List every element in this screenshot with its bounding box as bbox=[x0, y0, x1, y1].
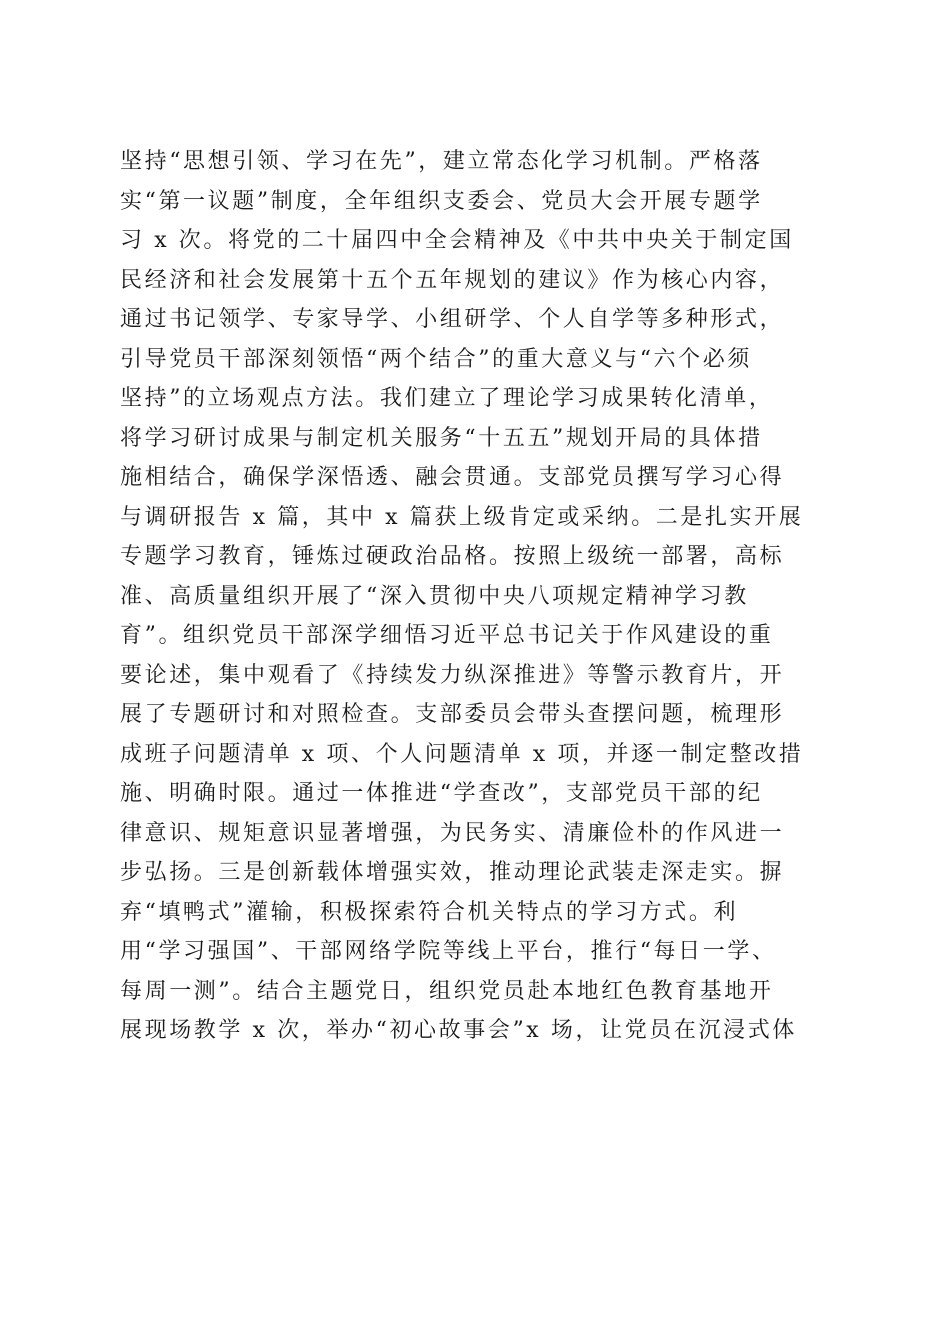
text-line: 展了专题研讨和对照检查。支部委员会带头查摆问题，梳理形 bbox=[120, 702, 785, 727]
text-line: 成班子问题清单 x 项、个人问题清单 x 项，并逐一制定整改措 bbox=[120, 741, 804, 767]
text-line: 通过书记领学、专家导学、小组研学、个人自学等多种形式， bbox=[120, 307, 785, 332]
text-line: 施、明确时限。通过一体推进“学查改”，支部党员干部的纪 bbox=[120, 781, 763, 806]
text-line: 坚持“思想引领、学习在先”，建立常态化学习机制。严格落 bbox=[120, 149, 763, 174]
text-line: 每周一测”。结合主题党日，组织党员赴本地红色教育基地开 bbox=[120, 978, 774, 1004]
text-line: 用“学习强国”、干部网络学院等线上平台，推行“每日一学、 bbox=[120, 939, 777, 964]
text-line: 准、高质量组织开展了“深入贯彻中央八项规定精神学习教 bbox=[120, 583, 749, 609]
text-line: 展现场教学 x 次，举办“初心故事会”x 场，让党员在沉浸式体 bbox=[120, 1018, 797, 1043]
document-body bbox=[120, 142, 840, 1051]
text-line: 将学习研讨成果与制定机关服务“十五五”规划开局的具体措 bbox=[120, 425, 763, 451]
text-line: 专题学习教育，锤炼过硬政治品格。按照上级统一部署，高标 bbox=[120, 544, 785, 569]
text-line: 习 x 次。将党的二十届四中全会精神及《中共中央关于制定国 bbox=[120, 228, 794, 253]
text-line: 要论述，集中观看了《持续发力纵深推进》等警示教育片，开 bbox=[120, 662, 785, 688]
text-line: 律意识、规矩意识显著增强，为民务实、清廉俭朴的作风进一 bbox=[120, 820, 785, 846]
text-line: 育”。组织党员干部深学细悟习近平总书记关于作风建设的重 bbox=[120, 623, 774, 648]
text-line: 弃“填鸭式”灌输，积极探索符合机关特点的学习方式。利 bbox=[120, 899, 739, 925]
text-line: 实“第一议题”制度，全年组织支委会、党员大会开展专题学 bbox=[120, 188, 763, 214]
text-line: 步弘扬。三是创新载体增强实效，推动理论武装走深走实。摒 bbox=[120, 860, 785, 885]
text-line: 施相结合，确保学深悟透、融会贯通。支部党员撰写学习心得 bbox=[120, 465, 785, 490]
text-line: 与调研报告 x 篇，其中 x 篇获上级肯定或采纳。二是扎实开展 bbox=[120, 504, 804, 530]
text-line: 引导党员干部深刻领悟“两个结合”的重大意义与“六个必须 bbox=[120, 346, 752, 372]
text-line: 民经济和社会发展第十五个五年规划的建议》作为核心内容， bbox=[120, 267, 785, 293]
text-line: 坚持”的立场观点方法。我们建立了理论学习成果转化清单， bbox=[120, 386, 774, 411]
